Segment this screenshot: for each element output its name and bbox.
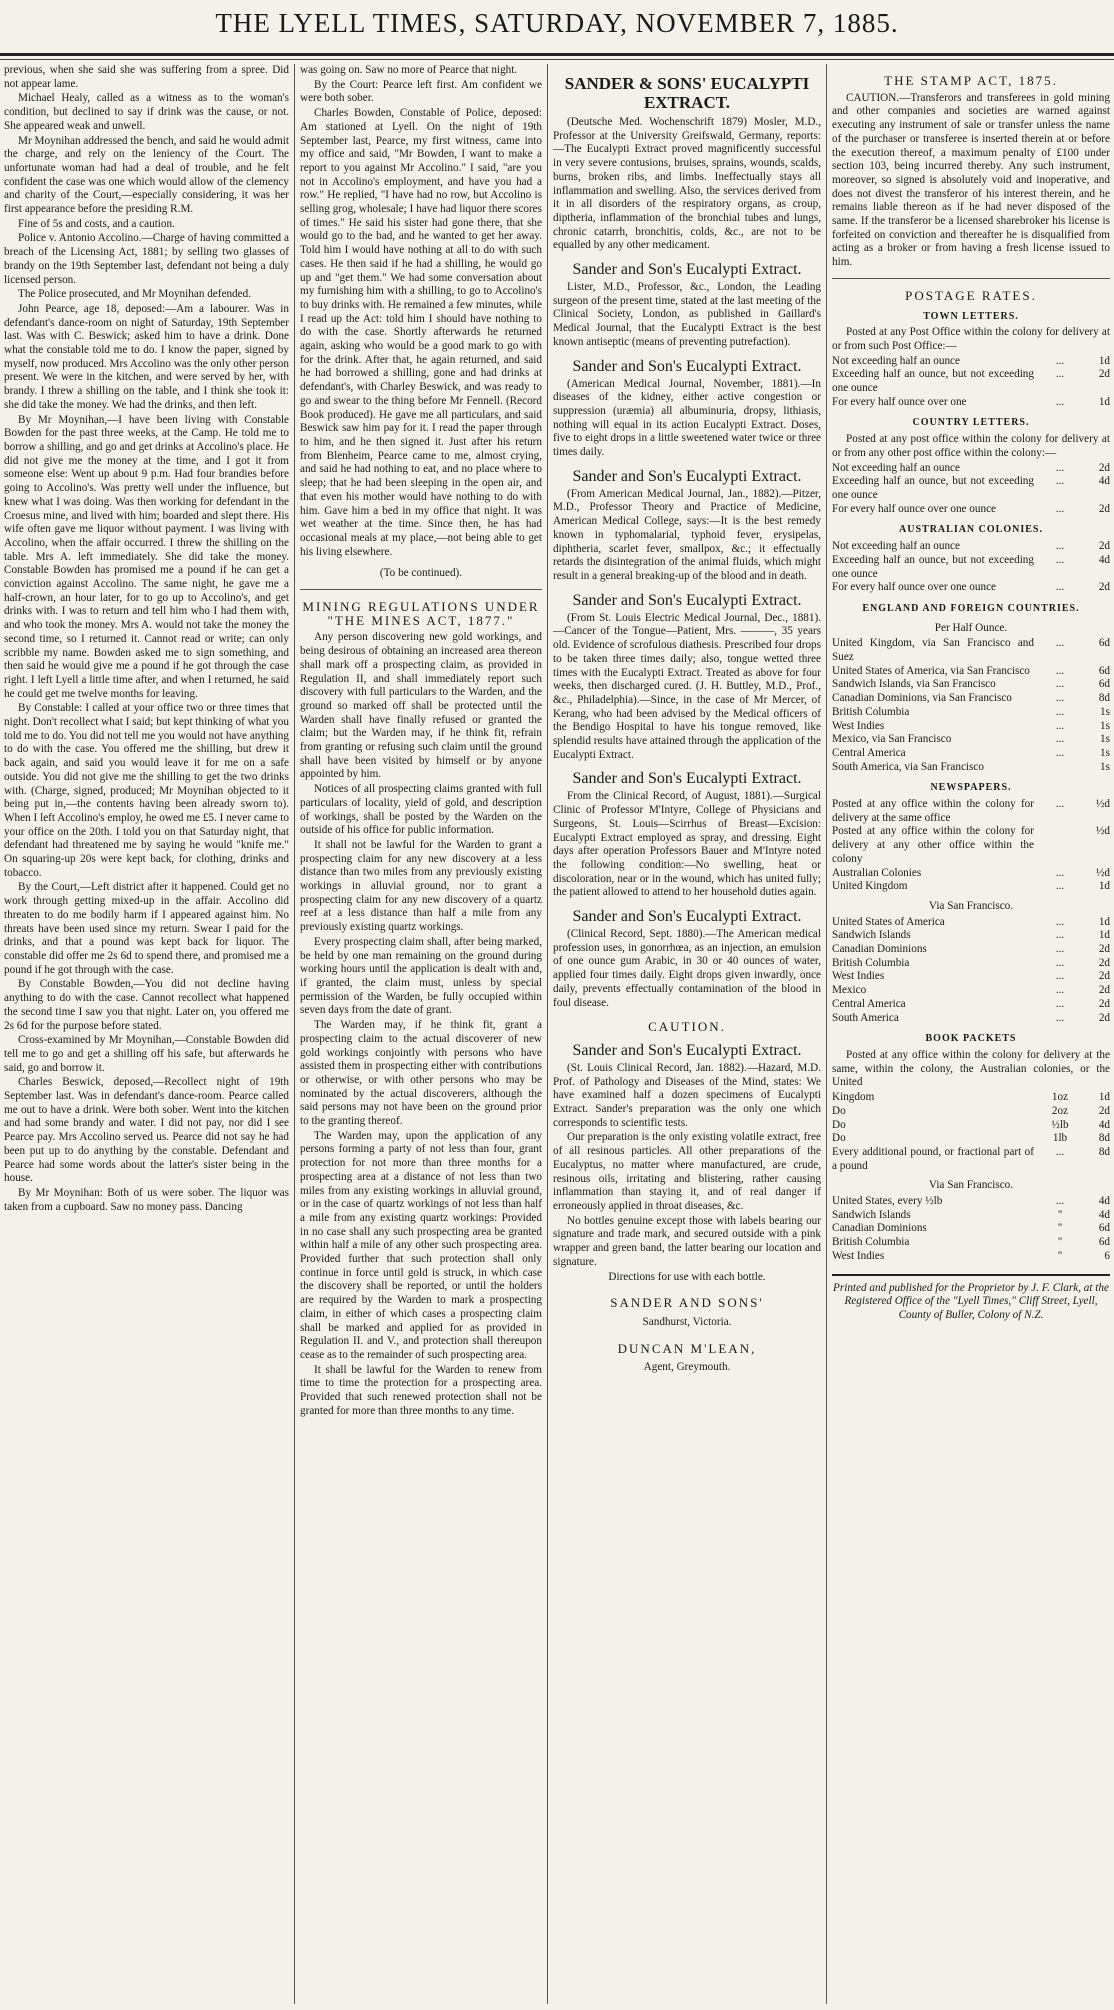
stamp-act-heading: THE STAMP ACT, 1875. — [884, 73, 1058, 88]
paragraph: was going on. Saw no more of Pearce that night. — [300, 64, 518, 76]
rate-value: 1s — [1100, 746, 1110, 759]
rate-leader: ... — [1055, 692, 1065, 705]
paragraph: (Deutsche Med. Wochenschrift 1879) Mosler, M.D., Professor at the University Greifswald, Germany, reports:—The Eucalypti Extract proved magnificently successful in very severe contusions, bruises, sprains, wounds, scalds, burns, broken ribs, and limbs. Ineffectually stays all inflammation and swelling. Also, the services derived from it in all disorders of the respiratory organs, as croup, diptheria, inflammation of the bronchial tubes and lungs, chronic catarrh, bronchitis, colds, &c., are not to be equalled by any other medicament. — [553, 116, 821, 252]
rate-label: South America — [832, 1011, 899, 1024]
paragraph: Directions for use with each bottle. — [608, 1270, 766, 1283]
paragraph: It shall not be lawful for the Warden to grant a prospecting claim for any new discovery at a less distance than two miles from any previously existing workings in alluvial ground, nor to grant a prospecting claim for any new discovery of a quartz reef at a less distance than half a mile from any previously existing quartz workings. — [300, 838, 542, 934]
rate-leader: ... — [1055, 553, 1065, 566]
paragraph: Lister, M.D., Professor, &c., London, the Leading surgeon of the present time, stated at the last meeting of the Clinical Society, London, as published in Gaillard's Medical Journal, that the Eucalypti Extract is the best known antiseptic (means of preventing putrefaction). — [553, 281, 821, 348]
rate-row — [832, 1222, 1110, 1236]
rate-row — [832, 720, 1110, 734]
rate-leader: 1oz — [1051, 1091, 1069, 1104]
rate-table — [832, 355, 1110, 410]
country-letters-heading: COUNTRY LETTERS. — [912, 417, 1030, 429]
masthead-rule — [0, 53, 1114, 56]
rate-leader: ... — [1055, 880, 1065, 893]
rate-value: 2d — [1098, 581, 1110, 594]
rate-leader: ... — [1055, 970, 1065, 983]
rate-value: ½d — [1096, 825, 1110, 838]
rate-leader: " — [1057, 1208, 1063, 1221]
via-san-francisco-heading: Via San Francisco. — [928, 1179, 1014, 1192]
rate-label: Mexico — [832, 984, 867, 997]
rate-label: Not exceeding half an ounce — [832, 461, 960, 474]
rate-label: Every additional pound, or fractional part of a pound — [832, 1145, 1034, 1172]
section-title: Sander and Son's Eucalypti Extract. — [572, 591, 802, 609]
paragraph: Fine of 5s and costs, and a caution. — [18, 217, 175, 230]
rate-row — [832, 355, 1110, 369]
rate-label: South America, via San Francisco — [832, 760, 984, 773]
rate-row — [832, 1195, 1110, 1209]
rate-table — [832, 540, 1110, 595]
paragraph: The Warden may, if he think fit, grant a prospecting claim to the actual discoverer of new gold workings conjointly with persons who have assisted them in prospecting either with contributions or otherwise, or with other persons who may be nominated by the actual discoverers, although the said persons may not have been on the ground prior to the granting thereof. — [300, 1019, 542, 1128]
rate-value: 2d — [1098, 997, 1110, 1010]
rate-row — [832, 747, 1110, 761]
rate-row — [832, 1132, 1110, 1146]
rate-value: 2d — [1098, 368, 1110, 381]
rate-value: 2d — [1098, 984, 1110, 997]
to-be-continued: (To be continued). — [379, 567, 463, 580]
rate-row — [832, 368, 1110, 395]
rate-row — [832, 916, 1110, 930]
book-packets-heading: BOOK PACKETS — [925, 1033, 1017, 1045]
section-divider — [300, 589, 542, 590]
rate-leader: ... — [1055, 997, 1065, 1010]
rate-label: Not exceeding half an ounce — [832, 540, 960, 553]
rate-label: United Kingdom — [832, 880, 908, 893]
rate-row — [832, 1105, 1110, 1119]
paragraph: Charles Beswick, deposed,—Recollect night of 19th September last. Was in defendant's dance-room. Pearce called me out to have a drink. Were both sober. Went into the kitchen and had some brandy and water. I did not pay, nor did I see Pearce pay. Mrs Accolino served us. Pearce did not say he had been put up to do anything by the constable. Defendant and Pearce had some words about the latter's sister being in the house. — [4, 1076, 289, 1185]
rate-label: Posted at any office within the colony for delivery at any other office within the colony — [832, 825, 1034, 865]
paragraph: (From American Medical Journal, Jan., 1882).—Pitzer, M.D., Professor Theory and Practice of Medicine, American Medical College, says:—It is the best remedy known in typhomalarial, typhoid fever, erysipelas, diphtheria, scarlet fever, smallpox, &c.; it effectually retards the disintegration of the animal fluids, which might result in a general breaking-up of the blood and in death. — [553, 487, 821, 582]
rate-row — [832, 692, 1110, 706]
rate-leader: ... — [1055, 368, 1065, 381]
rate-label: Sandwich Islands — [832, 1208, 911, 1221]
rate-label: Do — [832, 1104, 846, 1117]
rate-row — [832, 1250, 1110, 1264]
paragraph: By Constable: I called at your office two or three times that night. Don't recollect what I said; but kept thinking of what you told me to do. You did not tell me you would not have anything to do with the case. You offered me the shilling, but drew it back again, and said you would leave it for me on a safe outside. You did not give me the shilling to get the two drinks with. (Charge, signed, produced; Mr Moynihan objected to it being put in,—the contents having been already sworn to). When I left Accolino's employ, he owed me £5. I never came to your office on the 20th. I told you on that Saturday night, that defendant had threatened me by saying he would "knife me." On squaring-up 20s were kept back, for clothing, drinks and tobacco. — [4, 702, 289, 879]
rate-table — [832, 798, 1110, 894]
rate-label: West Indies — [832, 1249, 885, 1262]
rate-value: 2d — [1098, 943, 1110, 956]
paragraph: No bottles genuine except those with labels bearing our signature and trade mark, and secured outside with a pink wrapper and green band, the latter bearing our location and signature. — [553, 1214, 821, 1268]
rate-label: For every half ounce over one ounce — [832, 502, 997, 515]
column-divider — [547, 64, 548, 2004]
rate-value: 2d — [1098, 970, 1110, 983]
rate-row — [832, 678, 1110, 692]
rate-leader — [1040, 825, 1080, 866]
section-title: Sander and Son's Eucalypti Extract. — [572, 908, 802, 926]
rate-leader: ... — [1055, 664, 1065, 677]
rate-row — [832, 733, 1110, 747]
paragraph: Our preparation is the only existing volatile extract, free of all resinous particles. All other preparations of the Eucalyptus, no matter where manufactured, are crude, resinous oils, irritating and blistering, rather causing inflammation than staying it, and of real danger if erroneously applied in throat diseases, &c. — [553, 1131, 821, 1212]
masthead: THE LYELL TIMES, SATURDAY, NOVEMBER 7, 1885. — [215, 8, 899, 38]
rate-label: United States, every ½lb — [832, 1195, 943, 1208]
rate-row — [832, 396, 1110, 410]
rate-row — [832, 665, 1110, 679]
rate-leader: ... — [1055, 637, 1065, 650]
rate-leader: ... — [1055, 475, 1065, 488]
rate-leader: 2oz — [1051, 1104, 1069, 1117]
rate-label: For every half ounce over one ounce — [832, 581, 997, 594]
rate-table — [832, 637, 1110, 774]
paragraph: Cross-examined by Mr Moynihan,—Constable Bowden did tell me to go and get a shilling off his safe, but afterwards he said, go and borrow it. — [4, 1034, 289, 1074]
australian-colonies-heading: AUSTRALIAN COLONIES. — [899, 524, 1043, 536]
paragraph: The Warden may, upon the application of any persons forming a party of not less than four, grant protection for not more than three months for a prospecting area at a distance of not less than two miles from any existing workings in alluvial ground, or in the case of quartz workings of not less than half a mile from any existing quartz workings: Provided in no case shall any such prospecting area be granted within half a mile of any other such prospecting area. Provided further that such protection shall only continue in force until gold is struck, in which case the discovery shall be reported, or until the holders are required by the Warden to mark a prospecting claim, in either of which cases a prospecting claim shall be marked and applied for as provided in Regulation II. and V., and protection shall thereupon cease as to the remainder of such prospecting area. — [300, 1129, 542, 1361]
rate-label: Posted at any office within the colony for delivery at the same office — [832, 798, 1034, 824]
paragraph: By the Court: Pearce left first. Am confident we were both sober. — [300, 78, 542, 105]
rate-label: Exceeding half an ounce, but not exceeding one ounce — [832, 475, 1034, 501]
paragraph: Posted at any office within the colony for delivery at the same, within the colony, the Australian colonies, or the United — [832, 1049, 1110, 1089]
rate-label: Canadian Dominions, via San Francisco — [832, 692, 1012, 705]
via-san-francisco-heading: Via San Francisco. — [928, 899, 1014, 912]
rate-value: 4d — [1098, 475, 1110, 488]
section-title: Sander and Son's Eucalypti Extract. — [572, 261, 802, 279]
paragraph: The Police prosecuted, and Mr Moynihan defended. — [18, 288, 252, 301]
rate-label: Kingdom — [832, 1091, 875, 1104]
rate-leader: ... — [1055, 1145, 1065, 1158]
rate-row — [832, 554, 1110, 581]
rate-label: Mexico, via San Francisco — [832, 733, 952, 746]
rate-row — [832, 1091, 1110, 1105]
rate-leader: ... — [1055, 705, 1065, 718]
rate-value: 2d — [1098, 1104, 1110, 1117]
section-title: Sander and Son's Eucalypti Extract. — [572, 357, 802, 375]
caution-heading: CAUTION. — [648, 1019, 726, 1035]
rate-row — [832, 880, 1110, 894]
rate-label: Do — [832, 1118, 846, 1131]
rate-leader: ... — [1055, 956, 1065, 969]
rate-value: 2d — [1098, 956, 1110, 969]
rate-leader: ... — [1055, 540, 1065, 553]
rate-leader: ... — [1055, 395, 1065, 408]
rate-label: Not exceeding half an ounce — [832, 354, 960, 367]
rate-leader: ½lb — [1051, 1118, 1069, 1131]
section-title: Sander and Son's Eucalypti Extract. — [572, 467, 802, 485]
rate-label: Sandwich Islands, via San Francisco — [832, 678, 996, 691]
rate-value: 8d — [1098, 692, 1110, 705]
column-divider — [826, 64, 827, 2004]
rate-row — [832, 1012, 1110, 1026]
postage-rates-heading: POSTAGE RATES. — [905, 287, 1037, 303]
paragraph: previous, when she said she was suffering from a spree. Did not appear lame. — [4, 64, 289, 90]
rate-value: 2d — [1098, 502, 1110, 515]
rate-row — [832, 1236, 1110, 1250]
rate-value: 8d — [1098, 1132, 1110, 1145]
rate-leader: ... — [1055, 866, 1065, 879]
rate-leader: ... — [1055, 1011, 1065, 1024]
paragraph: Notices of all prospecting claims granted with full particulars of locality, yield of gold, and description of workings, shall be posted by the Warden on the outside of his office for public information. — [300, 783, 542, 837]
rate-label: Exceeding half an ounce, but not exceeding one ounce — [832, 368, 1034, 395]
rate-leader: ... — [1055, 929, 1065, 942]
rate-value: 1d — [1098, 929, 1110, 942]
column-stamp-postage — [832, 64, 1110, 2004]
rate-value: 1s — [1100, 705, 1110, 718]
paragraph: Posted at any Post Office within the colony for delivery at or from such Post Office:— — [832, 326, 1110, 352]
agent-name: DUNCAN M'LEAN, — [617, 1340, 757, 1356]
rate-leader — [1040, 761, 1080, 775]
england-foreign-heading: ENGLAND AND FOREIGN COUNTRIES. — [862, 602, 1080, 614]
rate-leader: ... — [1055, 943, 1065, 956]
rate-table — [832, 1195, 1110, 1264]
rate-table — [832, 916, 1110, 1026]
rate-value: 6d — [1098, 664, 1110, 677]
rate-leader: ... — [1055, 984, 1065, 997]
rate-leader: ... — [1055, 719, 1065, 732]
rate-row — [832, 761, 1110, 775]
rate-row — [832, 998, 1110, 1012]
rate-value: 4d — [1098, 553, 1110, 566]
per-half-ounce-heading: Per Half Ounce. — [934, 621, 1008, 634]
rate-label: Sandwich Islands — [832, 929, 911, 942]
paragraph: (From St. Louis Electric Medical Journal, Dec., 1881).—Cancer of the Tongue—Patient, Mrs. ———, 35 years old. Evidence of scrofulous diathesis. Prescribed four drops to be taken three times daily; also, tongue wetted three times with the Eucalypti Extract. Treated as above for four weeks, then discharged cured. (J. H. Buttley, M.D., Prof., &c., Philadelphia).—Since, in the case of Mr Mercer, of Kerang, who had been advised by the Medical officers of the Bendigo Hospital to have his tongue removed, like splendid results have attained through the application of the Eucalypti Extract. — [553, 611, 821, 761]
rate-row — [832, 1119, 1110, 1133]
rate-leader: 1lb — [1052, 1132, 1068, 1145]
column-court-continued — [300, 64, 542, 2004]
paragraph: John Pearce, age 18, deposed:—Am a labourer. Was in defendant's dance-room on night of Saturday, 19th September last. Was with C. Beswick; asked him to have a drink. Done what the constable told me to do. I know the paper, signed by myself, now produced. Mrs Accolino was the only other person present. We were in the kitchen, and were served by her, with brandy. I threw a shilling on the table, and I think she took it: she did take the money. We had the drinks, and then left. — [4, 302, 289, 411]
rate-leader: " — [1057, 1222, 1063, 1235]
rate-table — [832, 462, 1110, 517]
rate-value: 6d — [1098, 678, 1110, 691]
rate-value: 2d — [1098, 1011, 1110, 1024]
rate-label: Australian Colonies — [832, 866, 922, 879]
column-court-report — [4, 64, 289, 2004]
rate-label: Central America — [832, 997, 906, 1010]
rate-value: 8d — [1098, 1145, 1110, 1158]
mining-regulations-heading: MINING REGULATIONS UNDER "THE MINES ACT, 1877." — [302, 599, 540, 628]
rate-leader: ... — [1055, 678, 1065, 691]
rate-row — [832, 1146, 1110, 1173]
rate-label: Central America — [832, 746, 906, 759]
section-divider — [832, 278, 1110, 279]
paragraph: (Clinical Record, Sept. 1880).—The American medical profession uses, in gonorrhœa, as an injection, an emulsion of one ounce gum Arabic, in 30 or 40 ounces of water, applied four times daily. Eight drops given inwardly, once daily, prevents effectually contamination of the blood in foul disease. — [553, 928, 821, 1009]
paragraph: By Mr Moynihan: Both of us were sober. The liquor was taken from a cupboard. Saw no money pass. Dancing — [4, 1186, 289, 1213]
rate-label: United States of America — [832, 915, 945, 928]
rate-table — [832, 1091, 1110, 1173]
paragraph: By Mr Moynihan,—I have been living with Constable Bowden for the past three weeks, at the Camp. He told me to borrow a shilling, and go and get drinks at Accolino's place. He did not give me the money at the time, and I got it from someone else: Went up about 9 p.m. Had four brandies before going to Accolino's. Was pretty well under the influence, but knew what I was doing. Was then working for defendant in the Croesus mine, and lived with him; boarded and slept there. His wife often gave me liquor without payment. I was living with Accolino, when the affair occurred. I threw the shilling on the table. Mrs A. left immediately. She did take the money. Constable Bowden has promised me a pound if he can get a conviction against Accolino. The same night, he gave me a half-crown, an hour later, for to go up to Accolino's, and get drinks with. I was to return and tell him who I had them with, and who took the money. Mrs A. would not take the money the second time, so I returned it. Cannot read or write; can only scribble my name. Bowden asked me to sign something, and then said he would give me a pound if he got through the case right. I left Lyell a little time after, and when I returned, he said he could get me twelve months for leaving. — [4, 413, 289, 700]
rate-value: 1d — [1098, 1091, 1110, 1104]
rate-label: Canadian Dominions — [832, 1222, 927, 1235]
paragraph: By Constable Bowden,—You did not decline having anything to do with the case. Cannot recollect what happened the second time I saw you that night. Later on, you offered me 2s 6d for the purpose before stated. — [4, 978, 289, 1032]
rate-value: ½d — [1096, 798, 1110, 811]
rate-row — [832, 943, 1110, 957]
agent-location: Agent, Greymouth. — [643, 1361, 731, 1374]
rate-leader: ... — [1055, 733, 1065, 746]
paragraph: From the Clinical Record, of August, 1881).—Surgical Clinic of Professor M'Intyre, College of Physicians and Surgeons, St. Louis—Scirrhus of Breast—Excision: Eucalypti Extract employed as spray, and dressing. Eight days after operation Professors Bauer and M'Intyre noted the following condition:—No swelling, heat or discoloration, near or in the wound, which has united fully; the patient allowed to attend to her household duties again. — [553, 790, 821, 899]
rate-row — [832, 957, 1110, 971]
rate-leader: ... — [1055, 915, 1065, 928]
rate-leader: ... — [1055, 1195, 1065, 1208]
rate-label: United Kingdom, via San Francisco and Suez — [832, 637, 1034, 664]
rate-label: Canadian Dominions — [832, 943, 927, 956]
rate-row — [832, 984, 1110, 998]
rate-row — [832, 475, 1110, 502]
paragraph: Mr Moynihan addressed the bench, and said he would admit the charge, and rely on the leniency of the Court. The unfortunate woman had had a deal of trouble, and he felt confident the case was one which would allow of the clemency and charity of the Court,—especially considering, it was her first appearance before the presiding R.M. — [4, 134, 289, 216]
rate-row — [832, 503, 1110, 517]
rate-value: 6 — [1104, 1249, 1110, 1262]
paragraph: Every prospecting claim shall, after being marked, be held by one man remaining on the ground during working hours until the application is dealt with and, if granted, the claim must, unless by special permission of the Warden, be fully occupied within seven days from the date of grant. — [300, 935, 542, 1017]
rate-value: 2d — [1098, 540, 1110, 553]
rate-value: 1d — [1098, 880, 1110, 893]
rate-row — [832, 706, 1110, 720]
rate-value: 1d — [1098, 354, 1110, 367]
paragraph: (American Medical Journal, November, 1881).—In diseases of the kidney, either active congestion or suppression (uræmia) all albuminuria, dropsy, lithiasis, nothing will equal in its action Eucalypti Extract. Doses, five to eight drops in a little sweetened water twice or three times daily. — [553, 377, 821, 459]
rate-label: West Indies — [832, 970, 885, 983]
rate-value: 4d — [1098, 1208, 1110, 1221]
rate-row — [832, 540, 1110, 554]
paragraph: (St. Louis Clinical Record, Jan. 1882).—Hazard, M.D. Prof. of Pathology and Diseases of the Mind, states: We have examined half a dozen specimens of Eucalypti Extract. Sander's preparation was the only one which corresponds to scientific tests. — [553, 1061, 821, 1129]
paragraph: By the Court,—Left district after it happened. Could get no work through getting mixed-up in the affair. Accolino did threaten to do me bodily harm if I appeared against him. No threats have been used since my return. Swear I paid for the drinks, and that a pound was kept back for liquor. The constable did offer me 2s 6d to spend there, and promised me a pound if he got through with the case. — [4, 881, 289, 976]
rate-leader: ... — [1055, 581, 1065, 594]
eucalypti-heading: SANDER & SONS' EUCALYPTI EXTRACT. — [564, 74, 810, 112]
paragraph: CAUTION.—Transferors and transferees in gold mining and other companies and societies are warned against executing any instrument of sale or transfer unless the name of the purchaser or transferee is inserted therein at or before the execution thereof, a maximum penalty of £100 under section 103, being incurred thereby. Any such instrument, moreover, so signed is absolutely void and inoperative, and does not divest the transferor of his interest therein, and he remains liable thereon as if he had never disposed of the same. If the transferor be a licensed sharebroker his license is forfeited on conviction and thereafter he is disqualified from acting as a broker or from having a fresh license issued to him. — [832, 91, 1110, 269]
publisher-imprint: Printed and published for the Proprietor by J. F. Clark, at the Registered Office of the "Lyell Times," Cliff Street, Lyell, County of Buller, Colony of N.Z. — [832, 1274, 1110, 1323]
paragraph: It shall be lawful for the Warden to renew from time to time the protection for a prospecting area. Provided that such renewed protection shall not be granted for more than three months to any time. — [300, 1363, 542, 1417]
rate-row — [832, 970, 1110, 984]
rate-value: 4d — [1098, 1195, 1110, 1208]
column-eucalypti-advert — [553, 64, 821, 2004]
rate-label: Exceeding half an ounce, but not exceeding one ounce — [832, 553, 1034, 580]
rate-leader: " — [1057, 1249, 1063, 1262]
rate-value: ½d — [1096, 866, 1110, 879]
rate-leader: ... — [1055, 461, 1065, 474]
rate-value: 1s — [1100, 719, 1110, 732]
rate-row — [832, 462, 1110, 476]
rate-value: 4d — [1098, 1118, 1110, 1131]
section-title: Sander and Son's Eucalypti Extract. — [572, 1041, 802, 1059]
rate-leader: ... — [1055, 798, 1065, 811]
rate-value: 1d — [1098, 395, 1110, 408]
rate-row — [832, 798, 1110, 825]
rate-value: 2d — [1098, 461, 1110, 474]
rate-leader: ... — [1055, 746, 1065, 759]
paragraph: Michael Healy, called as a witness as to the woman's condition, but declined to say if drink was the cause, or not. She appeared weak and unwell. — [4, 92, 289, 132]
paragraph: Charles Bowden, Constable of Police, deposed: Am stationed at Lyell. On the night of 19th September last, Pearce, my first witness, came into my office and said, "Mr Bowden, I want to make a report to you against Mr Accolino." I said, "are you not in Accolino's employment, and have you had a row." He replied, "I have had no row, but Accolino is selling grog, wholesale; I have had liquor there scores of times." He said his sister had gone there, that she would go to the bad, and he wanted to get her away. Told him I would have nothing at all to do with such cases. He then said if he had a shilling, he would go up and "get them." We had some conversation about my furnishing him with a shilling, to go to Accolino's to buy drinks with. He remained a few minutes, while I read up the Act: told him I should have nothing to do with the case. Shortly afterwards he returned again, asking who would be a good mark to go with for the drink. After that, he again returned, and said he had borrowed a shilling, gone and had drinks at defendant's, with Charley Beswick, and was ready to go and swear to the thing before Mr Fennell. (Record Book produced). He gave me all particulars, and said Beswick saw him pay for it. I read the paper through to him, and he then signed it. Just after his return from Blenheim, Pearce came to me, almost crying, and said he had nothing to eat, and no place where to sleep; that he had been sleeping in the open air, and that even his mother would have nothing to do with him. Gave him a bed in my office that night. It was wet weather at the time. Since then, he has had occasional meals at my place,—not being able to get his living elsewhere. — [300, 107, 542, 558]
rate-label: British Columbia — [832, 705, 910, 718]
rate-row — [832, 637, 1110, 664]
rate-value: 6d — [1098, 1236, 1110, 1249]
rate-value: 1s — [1100, 733, 1110, 746]
rate-row — [832, 867, 1110, 881]
paragraph: Police v. Antonio Accolino.—Charge of having committed a breach of the Licensing Act, 1881; by selling two glasses of brandy on the 19th September last, defendant not being a duly licensed person. — [4, 232, 289, 286]
paragraph: Posted at any post office within the colony for delivery at or from any other post office within the colony:— — [832, 433, 1110, 459]
rate-leader: ... — [1055, 502, 1065, 515]
rate-row — [832, 929, 1110, 943]
firm-name: SANDER AND SONS' — [610, 1295, 764, 1311]
rate-row — [832, 1209, 1110, 1223]
rate-leader: " — [1057, 1236, 1063, 1249]
firm-location: Sandhurst, Victoria. — [642, 1315, 732, 1328]
masthead-rule-thin — [0, 59, 1114, 60]
rate-row — [832, 581, 1110, 595]
rate-leader: ... — [1055, 354, 1065, 367]
rate-label: Do — [832, 1132, 846, 1145]
newspapers-heading: NEWSPAPERS. — [930, 782, 1012, 794]
rate-label: West Indies — [832, 719, 885, 732]
rate-row — [832, 825, 1110, 866]
rate-value: 6d — [1098, 637, 1110, 650]
rate-value: 1s — [1100, 760, 1110, 773]
rate-label: British Columbia — [832, 1236, 910, 1249]
rate-label: For every half ounce over one — [832, 395, 967, 408]
paragraph: Any person discovering new gold workings, and being desirous of obtaining an increased area thereon shall mark off a prospecting claim, as provided in Regulation II, and shall immediately report such discovery with full particulars to the Warden, and the ground so marked off shall be protected until the Warden shall have finally refused or granted the claim; but the Warden may, if he think fit, refrain from granting or refusing such claim until the ground shall have been visited by himself or by anyone appointed by him. — [300, 631, 542, 781]
section-title: Sander and Son's Eucalypti Extract. — [572, 770, 802, 788]
rate-label: United States of America, via San Francisco — [832, 664, 1030, 677]
rate-label: British Columbia — [832, 956, 910, 969]
rate-value: 1d — [1098, 915, 1110, 928]
town-letters-heading: TOWN LETTERS. — [923, 310, 1019, 322]
rate-value: 6d — [1098, 1222, 1110, 1235]
column-divider — [294, 64, 295, 2004]
